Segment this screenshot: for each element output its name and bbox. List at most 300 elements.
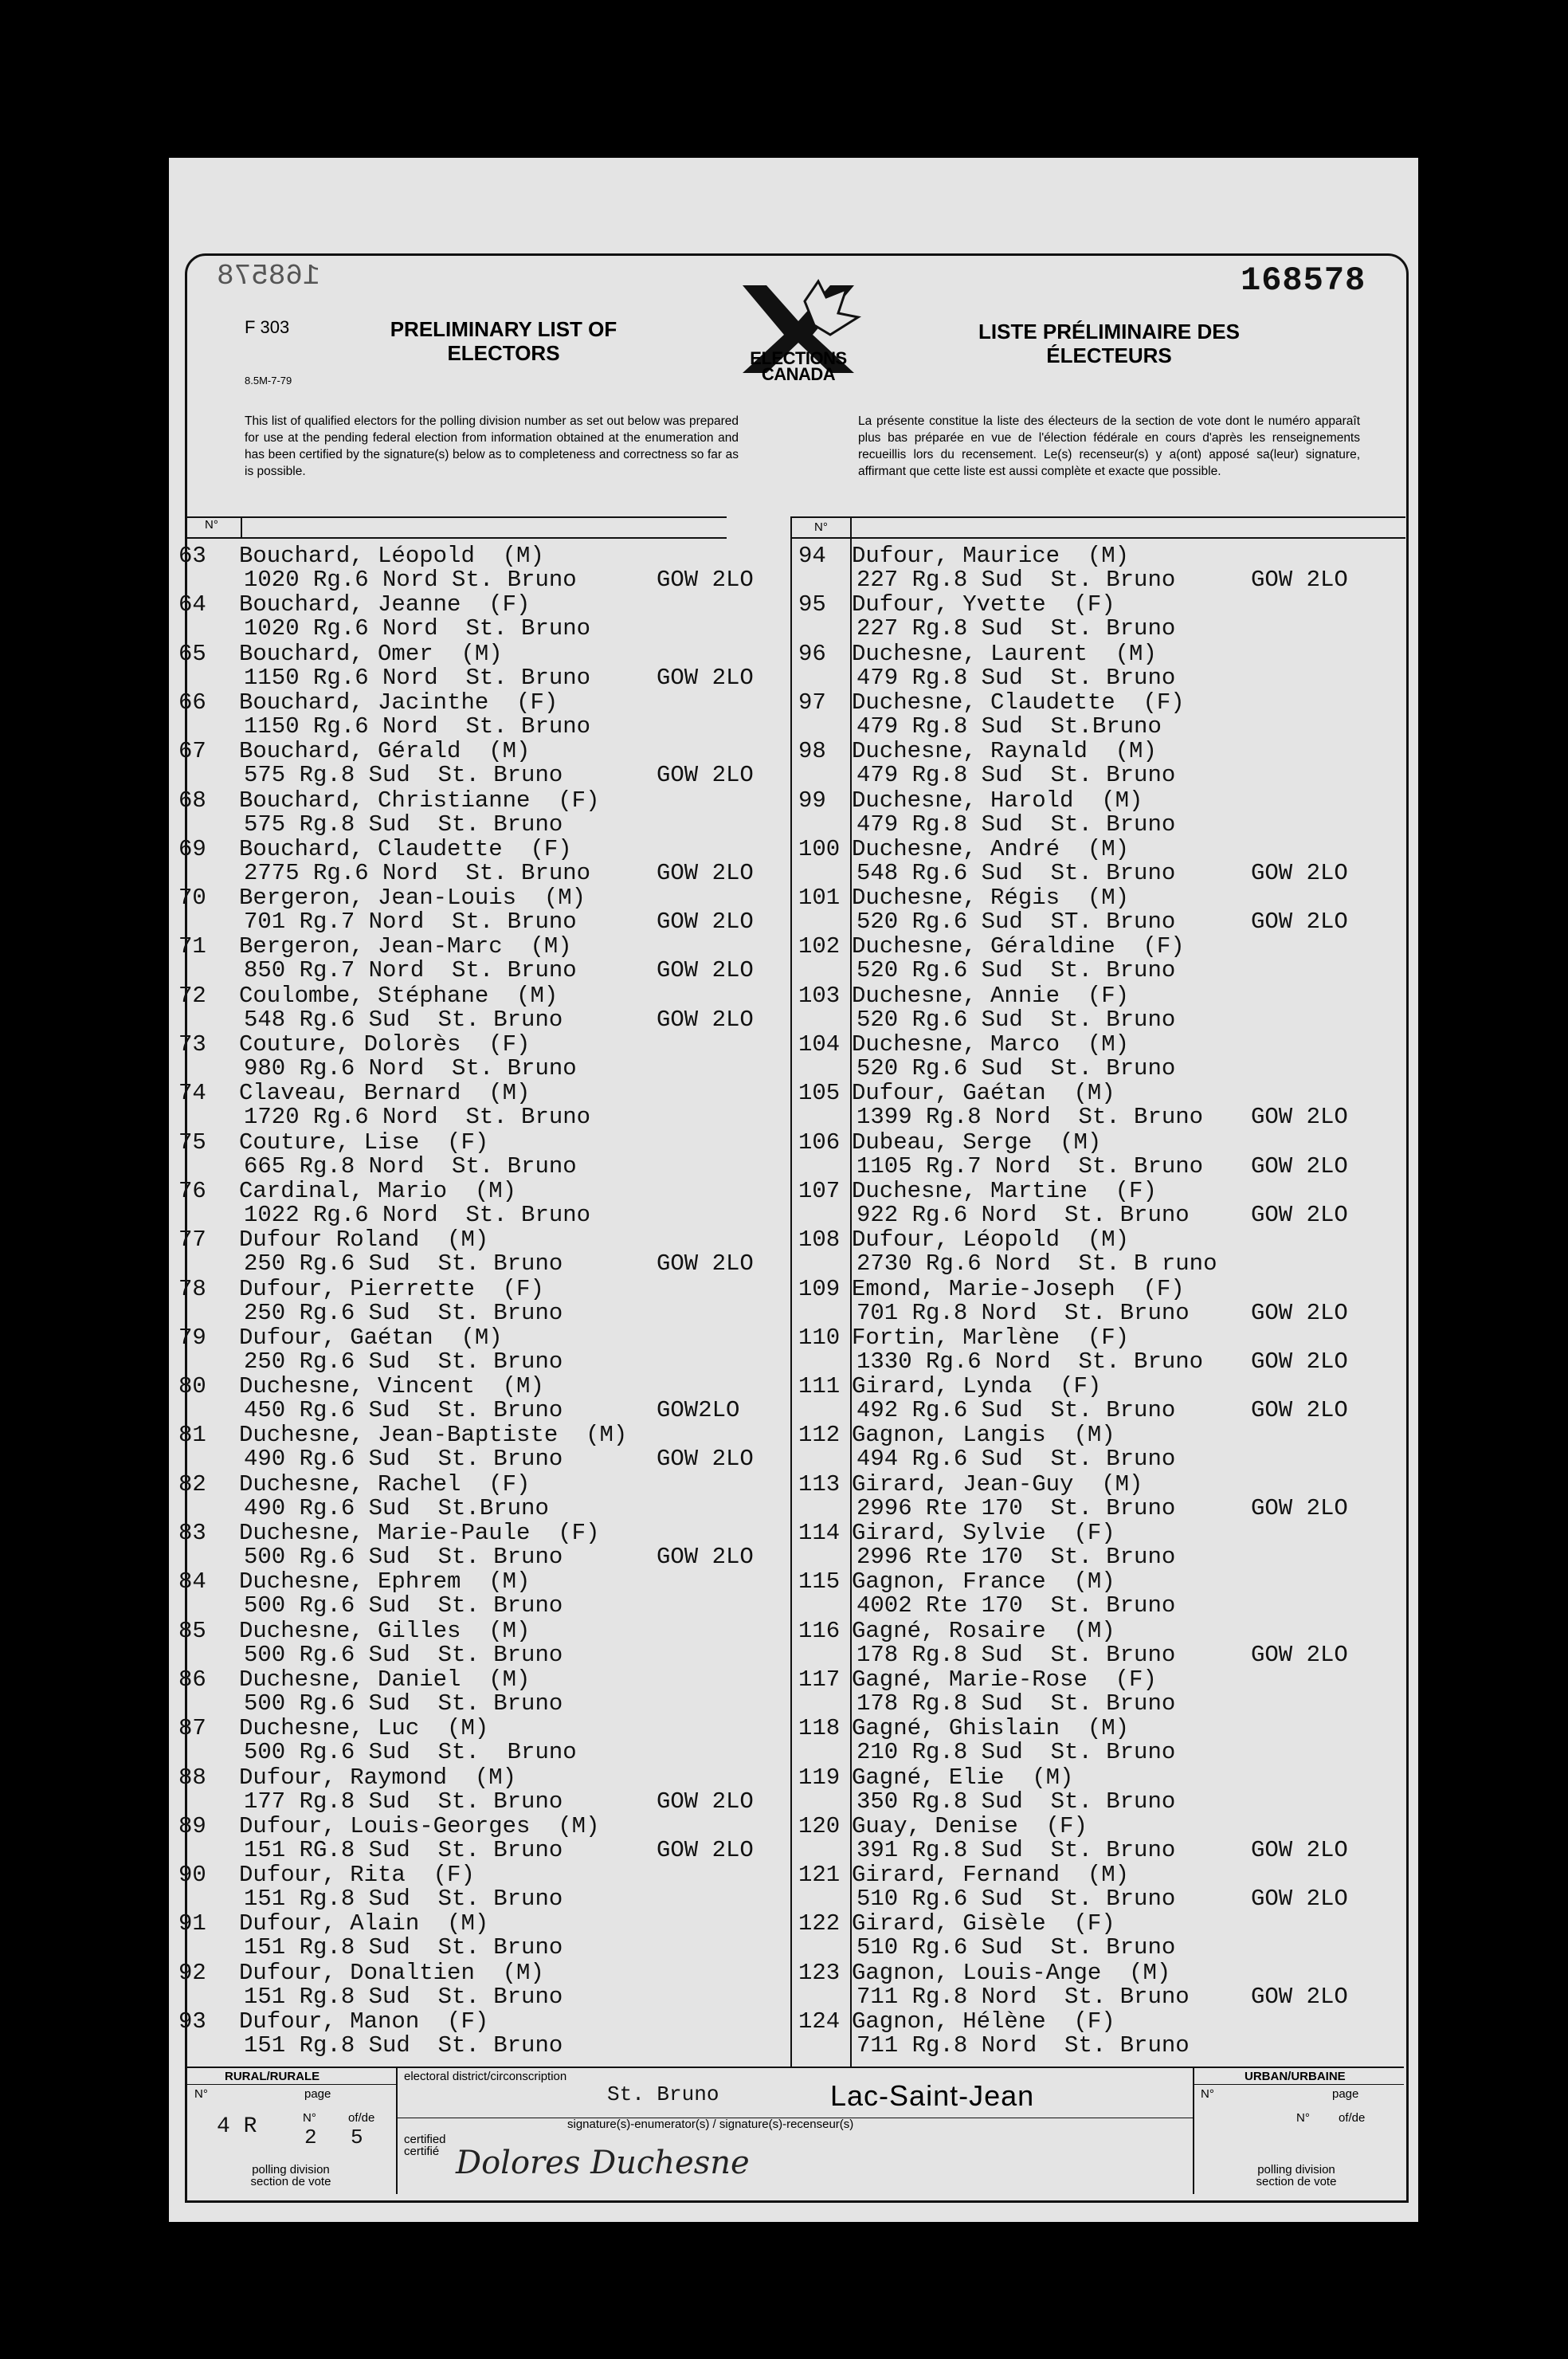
elector-entry — [798, 1080, 1404, 1131]
elector-number: 89 — [178, 1812, 206, 1839]
elector-address: 1720 Rg.6 Nord St. Bruno — [244, 1104, 591, 1131]
elector-address: 1330 Rg.6 Nord St. Bruno — [857, 1348, 1204, 1375]
elector-name: Gagnon, Louis-Ange (M) — [852, 1959, 1171, 1986]
elector-entry — [178, 1373, 784, 1422]
elector-name: Duchesne, Luc (M) — [239, 1715, 489, 1742]
elector-address: 178 Rg.8 Sud St. Bruno — [857, 1690, 1176, 1717]
elector-number: 93 — [178, 2008, 206, 2035]
elector-entry — [798, 1960, 1404, 2008]
elector-name: Duchesne, Raynald (M) — [852, 738, 1157, 765]
polling-division-label-left — [231, 2164, 351, 2188]
elector-entry — [178, 933, 784, 982]
elector-postal-code: GOW 2LO — [1251, 1397, 1348, 1424]
elector-name: Dufour, Gaétan (M) — [852, 1080, 1115, 1107]
elector-name: Dufour, Manon (F) — [239, 2008, 489, 2035]
elector-number: 99 — [798, 787, 826, 814]
elector-number: 92 — [178, 1959, 206, 1986]
elector-number: 80 — [178, 1373, 206, 1400]
elector-name: Bergeron, Jean-Marc (M) — [239, 933, 572, 960]
elector-address: 665 Rg.8 Nord St. Bruno — [244, 1152, 577, 1180]
elector-address: 151 Rg.8 Sud St. Bruno — [244, 1934, 563, 1961]
elector-number: 98 — [798, 738, 826, 765]
elector-address: 548 Rg.6 Sud St. Bruno — [857, 859, 1176, 886]
elector-postal-code: GOW 2LO — [1251, 1299, 1348, 1326]
elector-number: 100 — [798, 835, 841, 862]
no-header-left: N° — [205, 518, 218, 532]
elector-postal-code: GOW 2LO — [1251, 859, 1348, 886]
elector-name: Coulombe, Stéphane (M) — [239, 982, 559, 1009]
rural-division-number: 4 R — [217, 2114, 257, 2139]
elector-name: Duchesne, Marco (M) — [852, 1031, 1130, 1058]
elector-address: 450 Rg.6 Sud St. Bruno — [244, 1397, 563, 1424]
elector-entry — [178, 1910, 784, 1959]
elector-address: 520 Rg.6 Sud ST. Bruno — [857, 909, 1176, 936]
elector-name: Bouchard, Christianne (F) — [239, 787, 600, 814]
elector-entry — [798, 1031, 1404, 1080]
elector-name: Emond, Marie-Joseph (F) — [852, 1275, 1185, 1302]
elector-address: 1022 Rg.6 Nord St. Bruno — [244, 1201, 591, 1228]
elector-number: 88 — [178, 1764, 206, 1791]
elector-number: 103 — [798, 982, 841, 1009]
elector-address: 520 Rg.6 Sud St. Bruno — [857, 1055, 1176, 1081]
elector-address: 1020 Rg.6 Nord St. Bruno — [244, 615, 591, 642]
logo-line-canada: CANADA — [761, 364, 836, 384]
elector-name: Duchesne, Laurent (M) — [852, 640, 1157, 667]
elector-postal-code: GOW 2LO — [657, 1544, 754, 1570]
elector-entry — [178, 738, 784, 787]
elector-entry — [798, 1276, 1404, 1325]
elector-address: 520 Rg.6 Sud St. Bruno — [857, 957, 1176, 984]
elector-number: 119 — [798, 1764, 841, 1791]
elector-number: 124 — [798, 2008, 841, 2035]
elector-postal-code: GOW 2LO — [657, 1250, 754, 1278]
elector-address: 2730 Rg.6 Nord St. B runo — [857, 1250, 1217, 1278]
page-total: 5 — [351, 2125, 363, 2149]
elector-address: 575 Rg.8 Sud St. Bruno — [244, 811, 563, 838]
elector-postal-code: GOW 2LO — [1251, 1494, 1348, 1521]
elector-entry — [798, 836, 1404, 885]
elector-entry — [178, 1618, 784, 1666]
urban-page-label: page — [1332, 2087, 1359, 2101]
elector-name: Duchesne, Vincent (M) — [239, 1373, 544, 1400]
elector-entry — [178, 1568, 784, 1617]
elector-name: Gagnon, Hélène (F) — [852, 2008, 1115, 2035]
no-cell-divider-left — [241, 516, 242, 537]
elector-address: 548 Rg.6 Sud St. Bruno — [244, 1006, 563, 1033]
elector-address: 1399 Rg.8 Nord St. Bruno — [857, 1104, 1204, 1131]
elector-address: 2775 Rg.6 Nord St. Bruno — [244, 859, 591, 886]
elector-postal-code: GOW 2LO — [657, 859, 754, 886]
elector-name: Couture, Dolorès (F) — [239, 1031, 531, 1058]
elector-number: 63 — [178, 543, 206, 569]
page-no-label: N° — [303, 2111, 316, 2125]
elector-number: 112 — [798, 1422, 841, 1449]
elector-entry — [178, 1764, 784, 1813]
elector-postal-code: GOW 2LO — [657, 1006, 754, 1033]
elector-name: Bouchard, Jacinthe (F) — [239, 689, 559, 716]
elector-address: 490 Rg.6 Sud St. Bruno — [244, 1446, 563, 1473]
signature: Dolores Duchesne — [456, 2145, 750, 2181]
elector-entry — [178, 1715, 784, 1764]
elector-entry — [178, 1813, 784, 1862]
elector-postal-code: GOW 2LO — [1251, 909, 1348, 936]
elector-number: 69 — [178, 835, 206, 862]
district-handwritten: St. Bruno — [607, 2082, 719, 2106]
elector-postal-code: GOW 2LO — [1251, 1836, 1348, 1863]
form-sheet — [169, 158, 1418, 2222]
elector-name: Girard, Fernand (M) — [852, 1862, 1130, 1889]
elector-name: Dufour, Louis-Georges (M) — [239, 1812, 600, 1839]
elector-entry — [178, 689, 784, 738]
elector-name: Gagnon, France (M) — [852, 1568, 1115, 1596]
elector-entry — [798, 1178, 1404, 1227]
elector-name: Dufour, Gaétan (M) — [239, 1324, 503, 1351]
certified-fr: certifié — [404, 2145, 440, 2158]
elector-number: 77 — [178, 1227, 206, 1254]
elector-entry — [178, 1276, 784, 1325]
rural-label: RURAL/RURALE — [225, 2070, 320, 2083]
elector-number: 75 — [178, 1128, 206, 1156]
header-strip-right — [790, 516, 1405, 539]
elector-address: 391 Rg.8 Sud St. Bruno — [857, 1836, 1176, 1863]
elector-number: 76 — [178, 1177, 206, 1204]
elector-address: 510 Rg.6 Sud St. Bruno — [857, 1886, 1176, 1913]
elector-name: Gagné, Rosaire (M) — [852, 1617, 1115, 1644]
form-print-code: 8.5M-7-79 — [245, 375, 292, 387]
elector-number: 67 — [178, 738, 206, 765]
stamp-number: 168578 — [217, 260, 320, 292]
elector-postal-code: GOW 2LO — [657, 909, 754, 936]
elector-entry — [178, 885, 784, 936]
elector-address: 479 Rg.8 Sud St.Bruno — [857, 712, 1162, 740]
elector-number: 87 — [178, 1715, 206, 1742]
elector-entry — [798, 738, 1404, 787]
district-label: electoral district/circonscription — [404, 2070, 567, 2083]
elector-address: 510 Rg.6 Sud St. Bruno — [857, 1934, 1176, 1961]
elector-address: 490 Rg.6 Sud St.Bruno — [244, 1494, 549, 1521]
title-french: LISTE PRÉLIMINAIRE DES ÉLECTEURS — [978, 320, 1240, 367]
elector-name: Bouchard, Gérald (M) — [239, 738, 531, 765]
elector-number: 117 — [798, 1666, 841, 1693]
elector-number: 111 — [798, 1373, 841, 1400]
elector-name: Gagné, Marie-Rose (F) — [852, 1666, 1157, 1693]
elector-name: Dubeau, Serge (M) — [852, 1128, 1102, 1156]
elector-address: 177 Rg.8 Sud St. Bruno — [244, 1788, 563, 1815]
elector-address: 2996 Rte 170 St. Bruno — [857, 1544, 1176, 1570]
column-divider-left — [790, 516, 792, 2067]
elector-address: 479 Rg.8 Sud St. Bruno — [857, 664, 1176, 691]
elector-address: 227 Rg.8 Sud St. Bruno — [857, 567, 1176, 593]
elector-number: 84 — [178, 1568, 206, 1596]
elector-address: 711 Rg.8 Nord St. Bruno — [857, 2032, 1190, 2059]
elector-number: 70 — [178, 885, 206, 912]
elector-number: 68 — [178, 787, 206, 814]
elector-entry — [798, 983, 1404, 1031]
elector-name: Dufour, Rita (F) — [239, 1862, 475, 1889]
polling-en-right: polling division — [1257, 2163, 1335, 2176]
polling-division-label-right — [1237, 2164, 1356, 2188]
elector-number: 116 — [798, 1617, 841, 1644]
elector-address: 210 Rg.8 Sud St. Bruno — [857, 1739, 1176, 1766]
elector-name: Dufour, Pierrette (F) — [239, 1275, 544, 1302]
elector-entry — [178, 1178, 784, 1227]
elector-entry — [798, 591, 1404, 640]
form-number: F 303 — [245, 317, 290, 337]
elector-number: 85 — [178, 1617, 206, 1644]
elector-address: 492 Rg.6 Sud St. Bruno — [857, 1397, 1176, 1424]
elector-number: 95 — [798, 591, 826, 618]
elector-postal-code: GOW 2LO — [1251, 1983, 1348, 2010]
elector-name: Bouchard, Omer (M) — [239, 640, 503, 667]
elector-number: 118 — [798, 1715, 841, 1742]
elector-name: Duchesne, André (M) — [852, 835, 1130, 862]
intro-french: La présente constitue la liste des électeurs de la section de vote dont le numéro apparaît plus bas préparée en vue de l'élection fédérale en cours d'après les renseignements recueillis lors du recensement. Le(s) recenseur(s) y a(ont) apposé sa(leur) signature, affirmant que cette liste est aussi complète et exacte que possible. — [858, 414, 1360, 478]
elector-entry — [178, 1422, 784, 1473]
elector-number: 104 — [798, 1031, 841, 1058]
elector-address: 250 Rg.6 Sud St. Bruno — [244, 1299, 563, 1326]
polling-fr-left: section de vote — [250, 2175, 331, 2188]
elector-number: 66 — [178, 689, 206, 716]
elector-name: Fortin, Marlène (F) — [852, 1324, 1130, 1351]
elector-name: Cardinal, Mario (M) — [239, 1177, 517, 1204]
elector-postal-code: GOW 2LO — [1251, 1152, 1348, 1180]
elector-entry — [798, 933, 1404, 982]
elector-number: 83 — [178, 1520, 206, 1546]
signature-label: signature(s)-enumerator(s) / signature(s)-recenseur(s) — [567, 2118, 854, 2131]
polling-fr-right: section de vote — [1256, 2175, 1337, 2188]
elector-entry — [798, 1813, 1404, 1862]
elector-name: Dufour, Alain (M) — [239, 1910, 489, 1937]
elector-number: 106 — [798, 1128, 841, 1156]
footer-top-rule — [185, 2067, 1404, 2196]
elector-name: Bouchard, Léopold (M) — [239, 543, 544, 569]
elector-number: 72 — [178, 982, 206, 1009]
elector-entry — [178, 1080, 784, 1131]
elector-name: Duchesne, Jean-Baptiste (M) — [239, 1422, 628, 1449]
rural-page-label: page — [304, 2087, 331, 2101]
elector-entry — [798, 1666, 1404, 1715]
elector-name: Gagnon, Langis (M) — [852, 1422, 1115, 1449]
urban-label: URBAN/URBAINE — [1245, 2070, 1346, 2083]
elector-name: Duchesne, Martine (F) — [852, 1177, 1157, 1204]
elector-number: 114 — [798, 1520, 841, 1546]
elector-number: 113 — [798, 1470, 841, 1497]
elector-address: 701 Rg.7 Nord St. Bruno — [244, 909, 577, 936]
title-english: PRELIMINARY LIST OF ELECTORS — [390, 317, 617, 365]
elector-number: 82 — [178, 1470, 206, 1497]
elector-postal-code: GOW 2LO — [657, 567, 754, 593]
elector-address: 350 Rg.8 Sud St. Bruno — [857, 1788, 1176, 1815]
elector-name: Dufour, Yvette (F) — [852, 591, 1115, 618]
elector-name: Duchesne, Daniel (M) — [239, 1666, 531, 1693]
of-label: of/de — [348, 2111, 375, 2125]
elector-address: 4002 Rte 170 St. Bruno — [857, 1592, 1176, 1619]
elector-number: 107 — [798, 1177, 841, 1204]
elector-number: 94 — [798, 543, 826, 569]
elector-name: Duchesne, Géraldine (F) — [852, 933, 1185, 960]
elector-entry — [798, 1227, 1404, 1278]
elector-name: Bouchard, Claudette (F) — [239, 835, 572, 862]
elector-address: 500 Rg.6 Sud St. Bruno — [244, 1592, 563, 1619]
elector-entry — [178, 591, 784, 640]
elector-postal-code: GOW 2LO — [1251, 1348, 1348, 1375]
elector-postal-code: GOW 2LO — [657, 1788, 754, 1815]
elector-name: Bouchard, Jeanne (F) — [239, 591, 531, 618]
elector-number: 64 — [178, 591, 206, 618]
elector-entry — [178, 1666, 784, 1715]
elector-name: Dufour, Maurice (M) — [852, 543, 1130, 569]
elector-number: 102 — [798, 933, 841, 960]
certified-label — [404, 2133, 446, 2157]
elector-name: Girard, Gisèle (F) — [852, 1910, 1115, 1937]
elector-entry — [178, 1227, 784, 1278]
elector-name: Duchesne, Ephrem (M) — [239, 1568, 531, 1596]
elector-entry — [798, 641, 1404, 689]
elector-postal-code: GOW 2LO — [657, 957, 754, 984]
elector-postal-code: GOW 2LO — [657, 1836, 754, 1863]
elector-name: Girard, Jean-Guy (M) — [852, 1470, 1143, 1497]
elector-name: Duchesne, Claudette (F) — [852, 689, 1185, 716]
elector-entry — [798, 1764, 1404, 1813]
elector-address: 479 Rg.8 Sud St. Bruno — [857, 811, 1176, 838]
elector-name: Duchesne, Annie (F) — [852, 982, 1130, 1009]
elector-address: 500 Rg.6 Sud St. Bruno — [244, 1641, 563, 1668]
elector-address: 711 Rg.8 Nord St. Bruno — [857, 1983, 1190, 2010]
certified-en: certified — [404, 2133, 446, 2146]
elector-address: 1150 Rg.6 Nord St. Bruno — [244, 664, 591, 691]
elector-entry — [798, 1422, 1404, 1473]
elector-address: 151 RG.8 Sud St. Bruno — [244, 1836, 563, 1863]
no-header-right: N° — [814, 520, 828, 534]
elector-name: Duchesne, Rachel (F) — [239, 1470, 531, 1497]
elector-name: Dufour, Donaltien (M) — [239, 1959, 544, 1986]
intro-english: This list of qualified electors for the polling division number as set out below was prepared for use at the pending federal election from information obtained at the enumeration and has been certified by the signature(s) below as to completeness and correctness so far as is possible. — [245, 414, 739, 478]
rural-no-label: N° — [194, 2087, 208, 2101]
elector-postal-code: GOW 2LO — [1251, 1201, 1348, 1228]
elector-address: 520 Rg.6 Sud St. Bruno — [857, 1006, 1176, 1033]
elector-address: 178 Rg.8 Sud St. Bruno — [857, 1641, 1176, 1668]
elector-entry — [178, 836, 784, 885]
elector-number: 86 — [178, 1666, 206, 1693]
elector-name: Duchesne, Gilles (M) — [239, 1617, 531, 1644]
elector-entry — [798, 1618, 1404, 1666]
serial-number: 168578 — [1241, 261, 1366, 300]
elector-name: Guay, Denise (F) — [852, 1812, 1088, 1839]
elector-entry — [798, 1471, 1404, 1520]
elector-entry — [178, 1960, 784, 2008]
elector-entry — [798, 1373, 1404, 1422]
elector-name: Dufour, Raymond (M) — [239, 1764, 517, 1791]
elector-entry — [178, 641, 784, 689]
elector-number: 122 — [798, 1910, 841, 1937]
elector-entry — [178, 1129, 784, 1178]
urban-of-label: of/de — [1339, 2111, 1366, 2125]
elector-entry — [178, 787, 784, 836]
elector-address: 701 Rg.8 Nord St. Bruno — [857, 1299, 1190, 1326]
elector-entry — [178, 1862, 784, 1913]
urban-rule — [1193, 2084, 1404, 2085]
form-footer — [185, 2067, 1404, 2194]
elector-entry — [178, 983, 784, 1031]
elector-number: 115 — [798, 1568, 841, 1596]
logo-wordmark — [719, 348, 878, 384]
elector-name: Duchesne, Harold (M) — [852, 787, 1143, 814]
elector-entry — [178, 543, 784, 591]
elector-address: 500 Rg.6 Sud St. Bruno — [244, 1544, 563, 1570]
elector-address: 1020 Rg.6 Nord St. Bruno — [244, 567, 577, 593]
elector-number: 78 — [178, 1275, 206, 1302]
elector-number: 109 — [798, 1275, 841, 1302]
district-value: Lac-Saint-Jean — [830, 2079, 1035, 2112]
elector-name: Dufour Roland (M) — [239, 1227, 489, 1254]
elector-number: 71 — [178, 933, 206, 960]
elector-postal-code: GOW 2LO — [657, 1446, 754, 1473]
elector-postal-code: GOW 2LO — [1251, 1641, 1348, 1668]
elector-number: 96 — [798, 640, 826, 667]
elector-name: Gagné, Ghislain (M) — [852, 1715, 1130, 1742]
elector-address: 250 Rg.6 Sud St. Bruno — [244, 1250, 563, 1278]
elector-name: Duchesne, Régis (M) — [852, 885, 1130, 912]
elector-address: 575 Rg.8 Sud St. Bruno — [244, 762, 563, 789]
elector-number: 123 — [798, 1959, 841, 1986]
elector-address: 227 Rg.8 Sud St. Bruno — [857, 615, 1176, 642]
logo-line-elections: ELECTIONS — [750, 348, 847, 368]
elector-address: 2996 Rte 170 St. Bruno — [857, 1494, 1176, 1521]
elector-entry — [798, 1520, 1404, 1568]
elector-number: 108 — [798, 1227, 841, 1254]
elector-entry — [798, 543, 1404, 591]
elector-entry — [178, 2008, 784, 2057]
elector-number: 105 — [798, 1080, 841, 1107]
elector-postal-code: GOW 2LO — [1251, 567, 1348, 593]
polling-en-left: polling division — [252, 2163, 330, 2176]
elector-address: 1150 Rg.6 Nord St. Bruno — [244, 712, 591, 740]
header-strip-left — [185, 516, 727, 539]
elector-name: Girard, Sylvie (F) — [852, 1520, 1115, 1546]
elector-number: 110 — [798, 1324, 841, 1351]
elector-number: 74 — [178, 1080, 206, 1107]
elector-name: Girard, Lynda (F) — [852, 1373, 1102, 1400]
elector-address: 980 Rg.6 Nord St. Bruno — [244, 1055, 577, 1081]
urban-page-no-label: N° — [1296, 2111, 1310, 2125]
elector-number: 120 — [798, 1812, 841, 1839]
elector-number: 65 — [178, 640, 206, 667]
elector-entry — [178, 1520, 784, 1568]
elector-address: 151 Rg.8 Sud St. Bruno — [244, 1886, 563, 1913]
elector-entry — [798, 689, 1404, 738]
elector-address: 500 Rg.6 Sud St. Bruno — [244, 1690, 563, 1717]
elector-postal-code: GOW 2LO — [657, 762, 754, 789]
elector-entry — [798, 1325, 1404, 1373]
rural-rule — [185, 2084, 396, 2085]
elector-name: Gagné, Elie (M) — [852, 1764, 1074, 1791]
elector-entry — [178, 1325, 784, 1373]
elector-number: 121 — [798, 1862, 841, 1889]
elector-number: 101 — [798, 885, 841, 912]
elector-name: Couture, Lise (F) — [239, 1128, 489, 1156]
elector-name: Bergeron, Jean-Louis (M) — [239, 885, 586, 912]
elector-number: 90 — [178, 1862, 206, 1889]
elector-entry — [798, 1910, 1404, 1959]
page-number: 2 — [304, 2125, 317, 2149]
elector-entry — [798, 885, 1404, 936]
elector-number: 81 — [178, 1422, 206, 1449]
elector-entry — [798, 2008, 1404, 2057]
elector-address: 250 Rg.6 Sud St. Bruno — [244, 1348, 563, 1375]
elector-postal-code: GOW 2LO — [1251, 1886, 1348, 1913]
footer-divider-1 — [396, 2067, 398, 2194]
elector-number: 79 — [178, 1324, 206, 1351]
